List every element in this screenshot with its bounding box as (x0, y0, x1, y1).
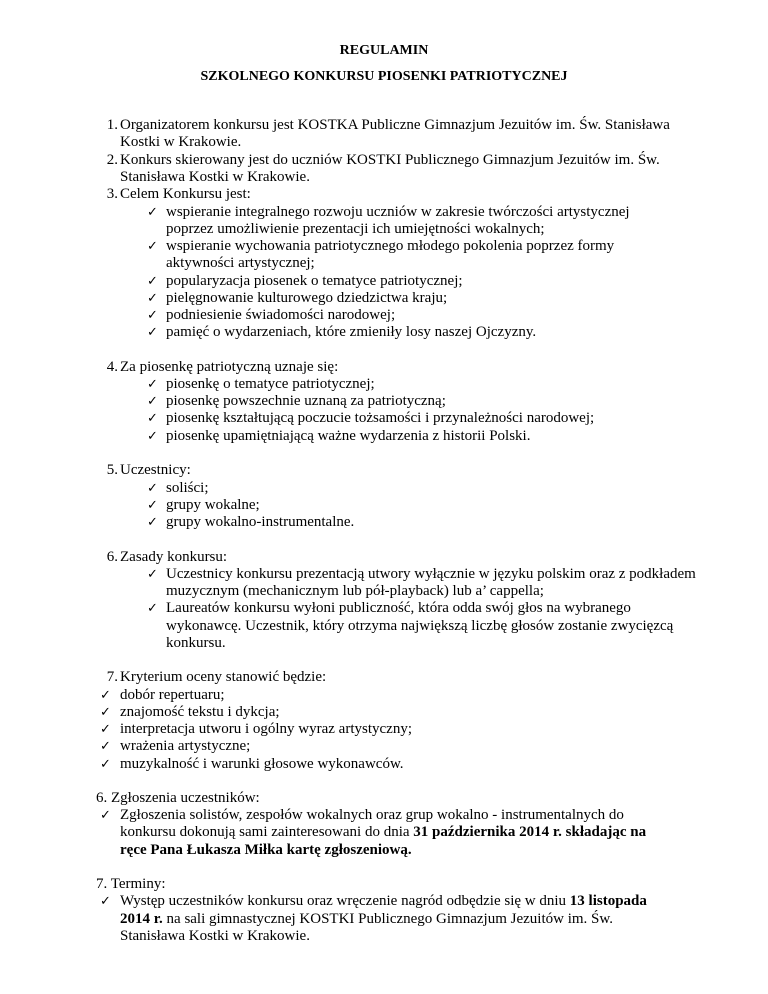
section-6-item-2-cont: wykonawcę. Uczestnik, który otrzyma największą liczbę głosów zostanie zwycięzcą (166, 618, 674, 634)
dates-line-2 (120, 911, 613, 929)
applications-recipient: ręce Pana Łukasza Miłka kartę zgłoszeniową. (120, 842, 412, 858)
section-4-item-2: piosenkę powszechnie uznaną za patriotyczną; (166, 393, 446, 409)
section-1-number: 1. (106, 117, 118, 133)
applications-line-3 (120, 842, 412, 860)
section-4-heading: Za piosenkę patriotyczną uznaje się: (120, 359, 339, 375)
section-3-item-2: wspieranie wychowania patriotycznego młodego pokolenia poprzez formy (166, 238, 615, 254)
section-6-item-2-cont2: konkursu. (166, 635, 226, 651)
section-3-item-4: pielęgnowanie kulturowego dziedzictwa kraju; (166, 290, 448, 306)
applications-line-1: Zgłoszenia solistów, zespołów wokalnych oraz grup wokalno - instrumentalnych do (120, 807, 624, 823)
dates-line-1 (120, 893, 647, 911)
applications-line-2 (120, 824, 646, 842)
check-icon: ✓ (147, 567, 158, 582)
applications-line-2-plain: konkursu dokonują sami zainteresowani do dnia (120, 824, 414, 840)
section-6-item-1-cont: muzycznym (mechanicznym lub pół-playback) lub a’ cappella; (166, 583, 544, 599)
dates-event-day: 13 listopada (569, 893, 647, 909)
check-icon: ✓ (100, 894, 111, 909)
check-icon: ✓ (147, 291, 158, 306)
check-icon: ✓ (147, 601, 158, 616)
dates-line-1-plain: Występ uczestników konkursu oraz wręczenie nagród odbędzie się w dniu (120, 893, 570, 909)
dates-line-2-plain: na sali gimnastycznej KOSTKI Publicznego Gimnazjum Jezuitów im. Św. (162, 911, 613, 927)
section-7-number: 7. (106, 669, 118, 685)
section-3-heading: Celem Konkursu jest: (120, 186, 251, 202)
section-3-item-6: pamięć o wydarzeniach, które zmieniły losy naszej Ojczyzny. (166, 324, 537, 340)
section-5-item-1: soliści; (166, 480, 209, 496)
section-1-text: Organizatorem konkursu jest KOSTKA Publiczne Gimnazjum Jezuitów im. Św. Stanisława (120, 117, 670, 133)
check-icon: ✓ (147, 481, 158, 496)
section-5-heading: Uczestnicy: (120, 462, 191, 478)
section-3-number: 3. (106, 186, 118, 202)
section-7-item-5: muzykalność i warunki głosowe wykonawców. (120, 756, 404, 772)
section-2-text-cont: Stanisława Kostki w Krakowie. (120, 169, 310, 185)
section-6-heading: Zasady konkursu: (120, 549, 228, 565)
check-icon: ✓ (147, 377, 158, 392)
section-5-item-2: grupy wokalne; (166, 497, 260, 513)
check-icon: ✓ (100, 757, 111, 772)
check-icon: ✓ (147, 325, 158, 340)
section-4-item-1: piosenkę o tematyce patriotycznej; (166, 376, 375, 392)
section-7-heading: Kryterium oceny stanowić będzie: (120, 669, 327, 685)
check-icon: ✓ (100, 808, 111, 823)
section-4-number: 4. (106, 359, 118, 375)
check-icon: ✓ (100, 705, 111, 720)
dates-event-year: 2014 r. (120, 911, 163, 927)
check-icon: ✓ (147, 239, 158, 254)
applications-heading: 6. Zgłoszenia uczestników: (96, 790, 260, 806)
dates-heading: 7. Terminy: (96, 876, 166, 892)
section-6-item-1: Uczestnicy konkursu prezentacją utwory wyłącznie w języku polskim oraz z podkładem (166, 566, 696, 582)
section-5-item-3: grupy wokalno-instrumentalne. (166, 514, 355, 530)
doc-subtitle: SZKOLNEGO KONKURSU PIOSENKI PATRIOTYCZNEJ (200, 69, 568, 84)
section-4-item-3: piosenkę kształtującą poczucie tożsamości i przynależności narodowej; (166, 410, 595, 426)
doc-title: REGULAMIN (339, 43, 429, 58)
section-7-item-1: dobór repertuaru; (120, 687, 225, 703)
section-2-text: Konkurs skierowany jest do uczniów KOSTKI Publicznego Gimnazjum Jezuitów im. Św. (120, 152, 660, 168)
section-2-number: 2. (106, 152, 118, 168)
dates-line-3: Stanisława Kostki w Krakowie. (120, 928, 310, 944)
check-icon: ✓ (147, 308, 158, 323)
section-3-item-3: popularyzacja piosenek o tematyce patriotycznej; (166, 273, 463, 289)
section-7-item-4: wrażenia artystyczne; (120, 738, 251, 754)
check-icon: ✓ (100, 739, 111, 754)
section-6-number: 6. (106, 549, 118, 565)
check-icon: ✓ (100, 722, 111, 737)
section-3-item-1-cont: poprzez umożliwienie prezentacji ich umiejętności wokalnych; (166, 221, 545, 237)
section-3-item-2-cont: aktywności artystycznej; (166, 255, 315, 271)
applications-deadline: 31 października 2014 r. składając na (413, 824, 647, 840)
check-icon: ✓ (147, 274, 158, 289)
check-icon: ✓ (147, 205, 158, 220)
section-6-item-2: Laureatów konkursu wyłoni publiczność, która odda swój głos na wybranego (166, 600, 631, 616)
check-icon: ✓ (147, 515, 158, 530)
section-3-item-5: podniesienie świadomości narodowej; (166, 307, 396, 323)
section-4-item-4: piosenkę upamiętniającą ważne wydarzenia z historii Polski. (166, 428, 531, 444)
section-5-number: 5. (106, 462, 118, 478)
section-7-item-3: interpretacja utworu i ogólny wyraz artystyczny; (120, 721, 412, 737)
check-icon: ✓ (147, 394, 158, 409)
check-icon: ✓ (147, 429, 158, 444)
check-icon: ✓ (147, 411, 158, 426)
check-icon: ✓ (100, 688, 111, 703)
section-1-text-cont: Kostki w Krakowie. (120, 134, 242, 150)
section-3-item-1: wspieranie integralnego rozwoju uczniów w zakresie twórczości artystycznej (166, 204, 630, 220)
section-7-item-2: znajomość tekstu i dykcja; (120, 704, 280, 720)
check-icon: ✓ (147, 498, 158, 513)
